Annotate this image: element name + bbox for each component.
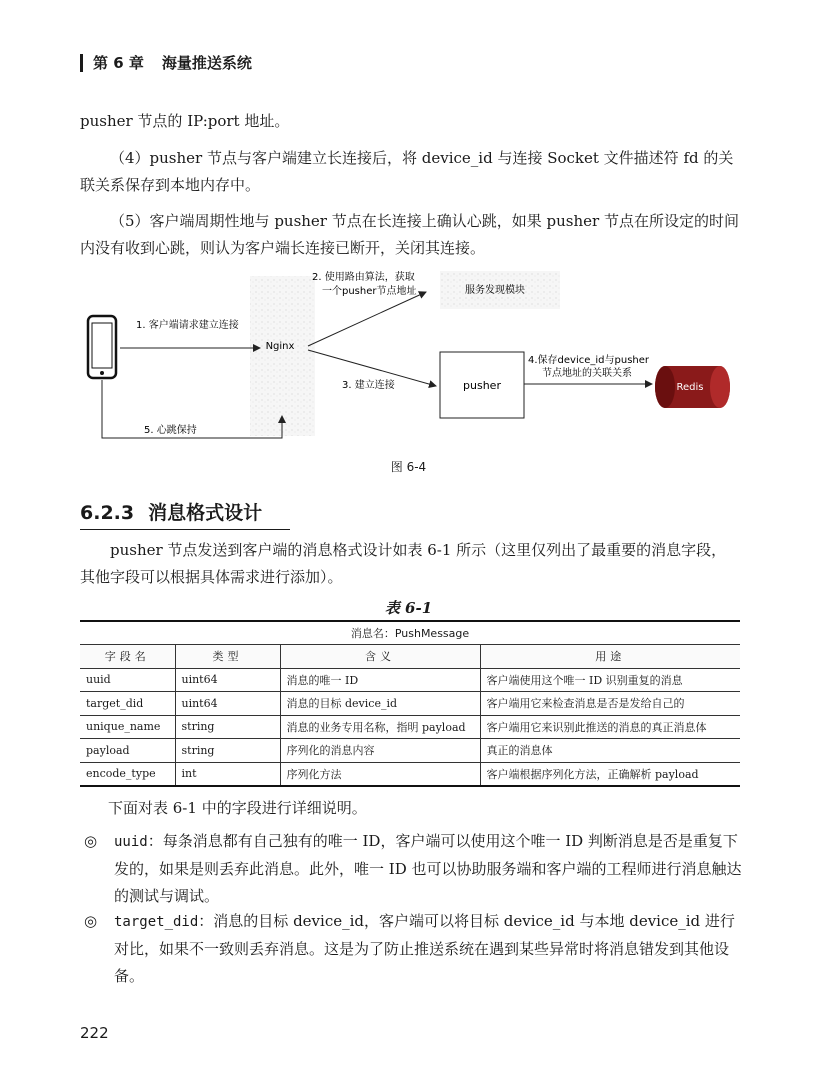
table-cell: int	[175, 762, 280, 786]
nginx-label: Nginx	[265, 341, 295, 352]
section-number: 6.2.3	[80, 502, 135, 524]
figure-6-4-diagram	[80, 266, 740, 466]
step-3-label: 3. 建立连接	[342, 380, 395, 391]
mobile-phone-icon	[88, 316, 116, 378]
table-cell: uint64	[175, 692, 280, 716]
section-heading	[80, 498, 290, 530]
bullet-text: ：消息的目标 device_id，客户端可以将目标 device_id 与本地 device_id 进行对比，如果不一致则丢弃消息。这是为了防止推送系统在遇到某些异常时将消息错发到其他设备。	[114, 912, 735, 985]
table-cell: encode_type	[80, 762, 175, 786]
step-4-label-line-2: 节点地址的关联关系	[542, 368, 632, 379]
step-4-label-line-1: 4.保存device_id与pusher	[528, 355, 650, 366]
section-title: 消息格式设计	[148, 502, 263, 524]
step-1-label: 1. 客户端请求建立连接	[136, 320, 239, 331]
column-header: 类型	[175, 645, 280, 669]
paragraph-3: （5）客户端周期性地与 pusher 节点在长连接上确认心跳，如果 pusher 节点在所设定的时间内没有收到心跳，则认为客户端长连接已断开，关闭其连接。	[80, 212, 739, 257]
bullet-target-did	[84, 908, 744, 990]
table-row	[80, 762, 740, 786]
paragraph-1: pusher 节点的 IP:port 地址。	[80, 112, 290, 130]
chapter-title: 海量推送系统	[161, 54, 252, 72]
table-row	[80, 715, 740, 739]
table-message-name: 消息名：PushMessage	[80, 621, 740, 645]
table-cell: target_did	[80, 692, 175, 716]
bullet-text: ：每条消息都有自己独有的唯一 ID，客户端可以使用这个唯一 ID 判断消息是否是重复下发的，如果是则丢弃此消息。此外，唯一 ID 也可以协助服务端和客户端的工程师进行消息触达的测试与调试。	[114, 832, 742, 905]
column-header: 字段名	[80, 645, 175, 669]
arrow-route-query	[308, 292, 426, 346]
bullet-uuid	[84, 828, 744, 910]
table-cell: string	[175, 739, 280, 763]
table-row	[80, 668, 740, 692]
table-cell: string	[175, 715, 280, 739]
table-cell: uuid	[80, 668, 175, 692]
table-row	[80, 692, 740, 716]
step-2-label-line-2: 一个pusher节点地址	[322, 286, 417, 297]
table-cell: 消息的业务专用名称，指明 payload	[280, 715, 480, 739]
message-format-table	[80, 620, 740, 787]
redis-database-icon	[655, 366, 730, 408]
field-name: target_did	[114, 914, 199, 930]
column-header: 含义	[280, 645, 480, 669]
after-table-paragraph: 下面对表 6-1 中的字段进行详细说明。	[108, 799, 367, 817]
page-number: 222	[80, 1024, 109, 1042]
redis-label: Redis	[676, 382, 704, 393]
table-title: 表 6-1	[384, 599, 433, 617]
table-cell: uint64	[175, 668, 280, 692]
table-header-row	[80, 645, 740, 669]
chapter-number: 第 6 章	[93, 54, 144, 72]
pusher-label: pusher	[463, 379, 501, 392]
bullet-mark: ◎	[84, 832, 98, 850]
nginx-region	[250, 276, 315, 436]
table-cell: 客户端用它来识别此推送的消息的真正消息体	[480, 715, 740, 739]
table-cell: 客户端用它来检查消息是否是发给自己的	[480, 692, 740, 716]
discovery-label: 服务发现模块	[465, 285, 525, 296]
header-bar	[80, 54, 83, 72]
table-cell: 真正的消息体	[480, 739, 740, 763]
paragraph-2: （4）pusher 节点与客户端建立长连接后，将 device_id 与连接 Socket 文件描述符 fd 的关联关系保存到本地内存中。	[80, 149, 734, 194]
table-cell: 序列化的消息内容	[280, 739, 480, 763]
step-2-label-line-1: 2. 使用路由算法，获取	[312, 272, 415, 283]
table-cell: 客户端根据序列化方法，正确解析 payload	[480, 762, 740, 786]
table-row	[80, 739, 740, 763]
bullet-mark: ◎	[84, 912, 98, 930]
table-cell: unique_name	[80, 715, 175, 739]
table-cell: payload	[80, 739, 175, 763]
figure-caption: 图 6-4	[390, 460, 427, 474]
table-cell: 序列化方法	[280, 762, 480, 786]
running-header	[80, 52, 252, 73]
table-message-name-row	[80, 621, 740, 645]
field-name: uuid	[114, 834, 148, 850]
table-cell: 客户端使用这个唯一 ID 识别重复的消息	[480, 668, 740, 692]
table-cell: 消息的唯一 ID	[280, 668, 480, 692]
table-cell: 消息的目标 device_id	[280, 692, 480, 716]
step-5-label: 5. 心跳保持	[144, 425, 197, 436]
column-header: 用途	[480, 645, 740, 669]
table-intro-paragraph: pusher 节点发送到客户端的消息格式设计如表 6-1 所示（这里仅列出了最重要的消息字段，其他字段可以根据具体需求进行添加）。	[80, 541, 727, 586]
